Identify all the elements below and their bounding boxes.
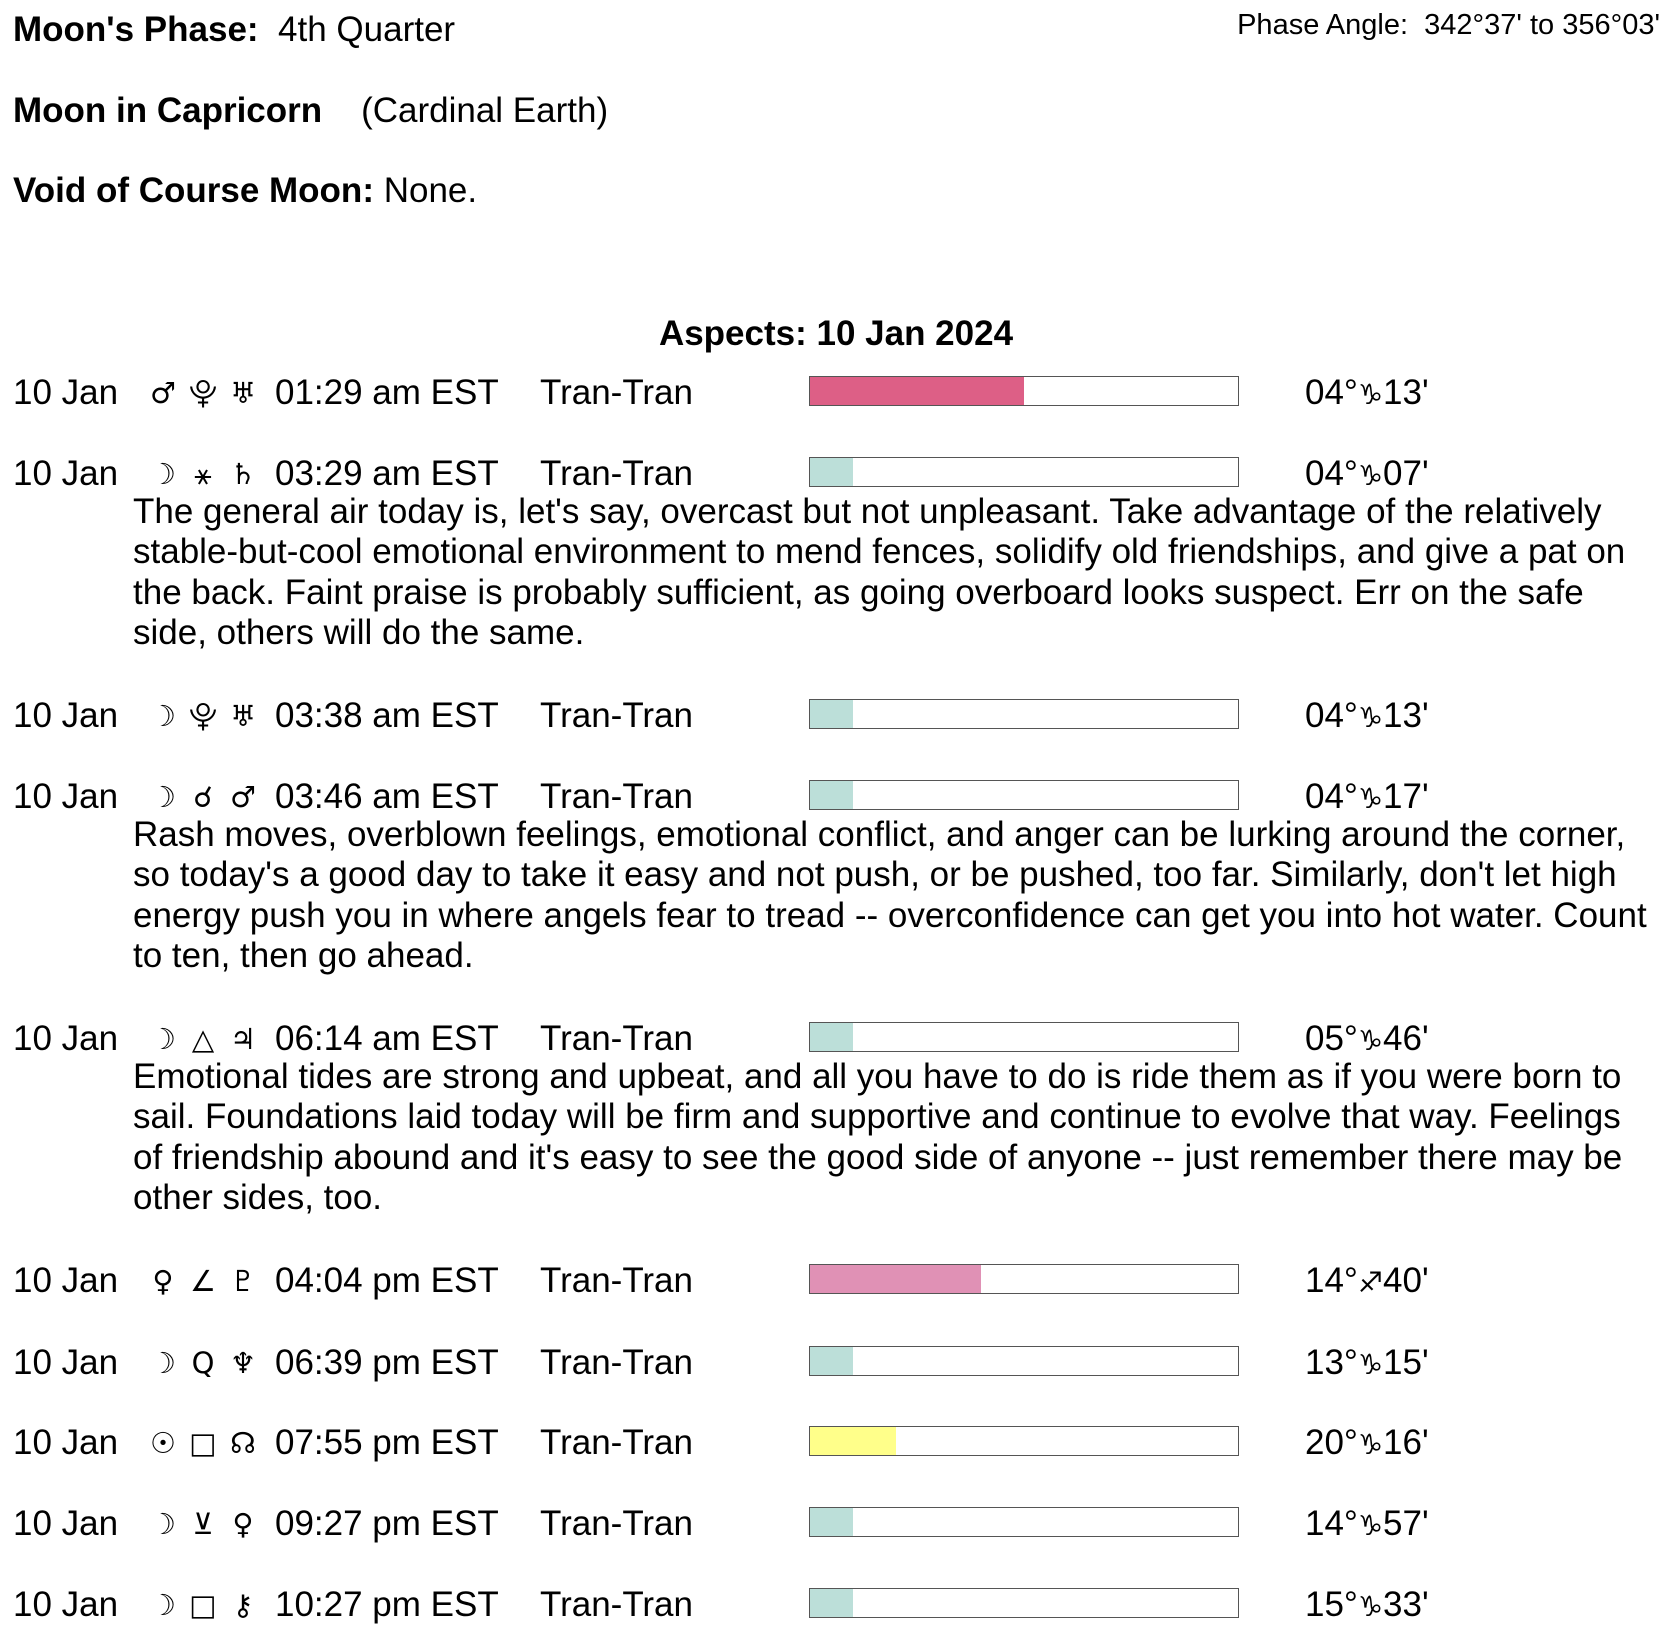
aspect-interpretation: Emotional tides are strong and upbeat, and all you have to do is ride them as if you were born to sail. Foundations laid today will be firm and supportive and continue to evolve that way. Feelings of friendship abound and it's easy to see the good side of anyone -- just remember there may be other sides, too. [133,1057,1623,1217]
aspect-glyphs [143,1423,263,1463]
zodiac-sign-icon: ♑ [1357,1348,1384,1381]
position-degrees: 14° [1305,1504,1358,1543]
aspect-position [1305,1343,1429,1385]
aspect-type: Tran-Tran [540,696,693,735]
pluto-icon: ♇ [230,1264,256,1298]
position-minutes: 33' [1383,1585,1429,1624]
zodiac-sign-icon: ♐ [1357,1266,1384,1299]
aspect-position [1305,1585,1429,1627]
aspect-glyphs [143,1019,263,1059]
square-icon: □ [189,1426,217,1460]
mars-icon: ♂ [150,376,176,410]
position-degrees: 15° [1305,1585,1358,1624]
position-minutes: 46' [1383,1019,1429,1058]
moon-sign-detail: (Cardinal Earth) [361,91,609,130]
aspect-glyphs [143,373,263,413]
moon-phase-label: Moon's Phase: [13,10,259,49]
venus-icon: ♀ [152,1264,174,1298]
position-degrees: 04° [1305,373,1358,412]
aspect-glyphs [143,1504,263,1544]
aspect-position [1305,1019,1429,1061]
aspect-type: Tran-Tran [540,1019,693,1058]
position-degrees: 14° [1305,1261,1358,1300]
aspect-position [1305,373,1429,415]
mars-icon: ♂ [230,780,256,814]
aspect-time: 10:27 pm EST [275,1585,499,1624]
aspect-position [1305,1261,1429,1303]
aspect-type: Tran-Tran [540,1504,693,1543]
aspect-date: 10 Jan [13,373,119,412]
strength-bar [809,457,1239,487]
moon-sign-line [13,91,608,131]
aspect-position [1305,454,1429,496]
moon-phase-line [13,10,455,50]
moon-icon: ☽ [150,780,176,814]
aspect-time: 01:29 am EST [275,373,499,412]
strength-bar [809,376,1239,406]
moon-icon: ☽ [150,1346,176,1380]
strength-bar-fill [810,1589,853,1617]
zodiac-sign-icon: ♑ [1357,459,1384,492]
uranus-icon: ♅ [230,699,256,733]
voc-value: None. [383,171,478,210]
position-degrees: 13° [1305,1343,1358,1382]
aspect-type: Tran-Tran [540,1343,693,1382]
strength-bar [809,1022,1239,1052]
aspect-date: 10 Jan [13,454,119,493]
zodiac-sign-icon: ♑ [1357,701,1384,734]
strength-bar-fill [810,377,1024,405]
aspect-glyphs [143,777,263,817]
aspect-time: 07:55 pm EST [275,1423,499,1462]
voc-label: Void of Course Moon: [13,171,374,210]
saturn-icon: ♄ [230,457,256,491]
phase-angle-value: 342°37' to 356°03' [1424,9,1660,41]
aspect-glyphs [143,454,263,494]
moon-icon: ☽ [150,1022,176,1056]
zodiac-sign-icon: ♑ [1357,1024,1384,1057]
position-minutes: 40' [1383,1261,1429,1300]
aspect-time: 04:04 pm EST [275,1261,499,1300]
aspect-type: Tran-Tran [540,1423,693,1462]
position-degrees: 04° [1305,777,1358,816]
square-icon: □ [189,1588,217,1622]
aspect-glyphs [143,1585,263,1625]
position-minutes: 13' [1383,696,1429,735]
semisquare-icon: ∠ [190,1264,216,1298]
strength-bar-fill [810,1508,853,1536]
quintile-icon: Q [191,1346,215,1380]
phase-angle-line [1237,8,1660,42]
strength-bar-fill [810,1347,853,1375]
parallel-icon: ⯓ [188,699,218,733]
strength-bar [809,1426,1239,1456]
aspect-position [1305,1423,1429,1465]
aspect-position [1305,696,1429,738]
aspect-interpretation: Rash moves, overblown feelings, emotional conflict, and anger can be lurking around the corner, so today's a good day to take it easy and not push, or be pushed, too far. Similarly, don't let high energy push you in where angels fear to tread -- overconfidence can get you into hot water. Count to ten, then go ahead. [133,815,1647,975]
strength-bar-fill [810,1427,896,1455]
aspect-date: 10 Jan [13,696,119,735]
semisextile-icon: ⊻ [192,1507,214,1541]
sextile-icon: ⚹ [194,457,212,491]
aspect-time: 03:38 am EST [275,696,499,735]
aspect-date: 10 Jan [13,777,119,816]
aspect-date: 10 Jan [13,1423,119,1462]
position-minutes: 16' [1383,1423,1429,1462]
aspect-position [1305,777,1429,819]
aspect-time: 03:46 am EST [275,777,499,816]
position-minutes: 17' [1383,777,1429,816]
zodiac-sign-icon: ♑ [1357,782,1384,815]
chiron-icon: ⚷ [232,1588,254,1622]
position-degrees: 05° [1305,1019,1358,1058]
strength-bar [809,780,1239,810]
position-minutes: 07' [1383,454,1429,493]
aspect-type: Tran-Tran [540,454,693,493]
jupiter-icon: ♃ [230,1022,256,1056]
position-degrees: 04° [1305,454,1358,493]
north-node-icon: ☊ [230,1426,256,1460]
position-minutes: 57' [1383,1504,1429,1543]
aspect-time: 09:27 pm EST [275,1504,499,1543]
position-degrees: 04° [1305,696,1358,735]
aspect-type: Tran-Tran [540,777,693,816]
strength-bar [809,1588,1239,1618]
moon-icon: ☽ [150,1507,176,1541]
moon-sign-label: Moon in Capricorn [13,91,323,130]
position-minutes: 15' [1383,1343,1429,1382]
conjunction-icon: ☌ [193,780,213,814]
void-of-course-line [13,171,477,211]
aspect-glyphs [143,1261,263,1301]
aspect-type: Tran-Tran [540,1585,693,1624]
aspect-position [1305,1504,1429,1546]
uranus-icon: ♅ [230,376,256,410]
aspect-glyphs [143,1343,263,1383]
aspect-time: 03:29 am EST [275,454,499,493]
strength-bar [809,699,1239,729]
zodiac-sign-icon: ♑ [1357,1428,1384,1461]
aspect-date: 10 Jan [13,1504,119,1543]
aspect-type: Tran-Tran [540,1261,693,1300]
moon-icon: ☽ [150,1588,176,1622]
aspect-time: 06:39 pm EST [275,1343,499,1382]
aspect-glyphs [143,696,263,736]
venus-icon: ♀ [232,1507,254,1541]
zodiac-sign-icon: ♑ [1357,1509,1384,1542]
strength-bar-fill [810,1023,853,1051]
position-degrees: 20° [1305,1423,1358,1462]
strength-bar [809,1264,1239,1294]
strength-bar-fill [810,781,853,809]
trine-icon: △ [191,1022,215,1056]
moon-icon: ☽ [150,699,176,733]
strength-bar [809,1346,1239,1376]
strength-bar-fill [810,458,853,486]
phase-angle-label: Phase Angle: [1237,9,1409,41]
position-minutes: 13' [1383,373,1429,412]
aspects-title: Aspects: 10 Jan 2024 [658,314,1014,353]
strength-bar-fill [810,1265,981,1293]
aspect-date: 10 Jan [13,1261,119,1300]
aspect-date: 10 Jan [13,1019,119,1058]
aspect-time: 06:14 am EST [275,1019,499,1058]
aspect-type: Tran-Tran [540,373,693,412]
moon-phase-value: 4th Quarter [278,10,456,49]
aspect-interpretation: The general air today is, let's say, overcast but not unpleasant. Take advantage of the relatively stable-but-cool emotional environment to mend fences, solidify old friendships, and give a pat on the back. Faint praise is probably sufficient, as going overboard looks suspect. Err on the safe side, others will do the same. [133,492,1626,652]
moon-icon: ☽ [150,457,176,491]
zodiac-sign-icon: ♑ [1357,1590,1384,1623]
aspect-date: 10 Jan [13,1343,119,1382]
sun-icon: ☉ [150,1426,176,1460]
strength-bar-fill [810,700,853,728]
zodiac-sign-icon: ♑ [1357,378,1384,411]
parallel-icon: ⯓ [188,376,218,410]
neptune-icon: ♆ [230,1346,256,1380]
strength-bar [809,1507,1239,1537]
aspect-date: 10 Jan [13,1585,119,1624]
